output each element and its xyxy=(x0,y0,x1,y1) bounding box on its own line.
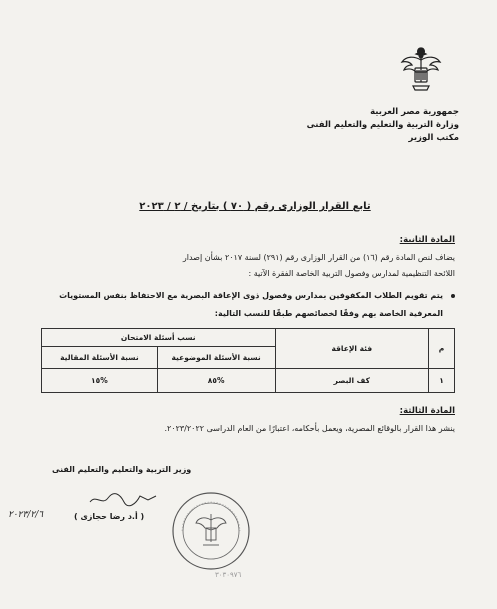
table-cell-category: كف البصر xyxy=(275,369,429,393)
header-line-ministry: وزارة التربية والتعليم والتعليم الفنى xyxy=(306,120,459,130)
signature-scribble-icon xyxy=(88,490,158,508)
decree-title: تابع القرار الوزارى رقم ( ٧٠ ) بتاريخ / ٢ / ٢٠٢٣ xyxy=(139,201,371,212)
article-2-label: المادة الثانية: xyxy=(399,235,455,245)
article-3-text: ينشر هذا القرار بالوقائع المصرية، ويعمل بأحكامه، اعتبارًا من العام الدراسى ٢٠٢٣/٢٠٢٢. xyxy=(164,424,455,433)
table-cell-num: ١ xyxy=(429,369,455,393)
table-cell-objective: %٨٥ xyxy=(157,369,275,393)
bullet-item xyxy=(59,288,455,304)
bullet-line-2: المعرفية الخاصة بهم وفقًا لخصائصهم طبقًا للنسب التالية: xyxy=(214,309,443,318)
table-header-essay: نسبة الأسئلة المقالية xyxy=(42,347,158,369)
footer-stamp-number: ٣٠٣٠٩٧٦ xyxy=(215,571,242,579)
exam-ratio-table xyxy=(41,328,455,393)
article-2-line-1: يضاف لنص المادة رقم (١٦) من القرار الوزارى رقم (٢٩١) لسنة ٢٠١٧ بشأن إصدار xyxy=(182,253,455,262)
handwritten-date: ٢٠٢٣/٢/٦ xyxy=(8,510,44,520)
ministry-seal-icon xyxy=(170,490,252,572)
bullet-line-1: يتم تقويم الطلاب المكفوفين بمدارس وفصول ذوى الإعاقة البصرية مع الاحتفاظ بنفس المستويات xyxy=(59,291,443,300)
table-cell-essay: %١٥ xyxy=(42,369,158,393)
table-row xyxy=(42,369,455,393)
header-line-office: مكتب الوزير xyxy=(408,133,459,143)
header-line-country: جمهورية مصر العربية xyxy=(370,107,459,117)
article-2-line-2: اللائحة التنظيمية لمدارس وفصول التربية الخاصة الفقرة الآتية : xyxy=(248,269,455,278)
signatory-role: وزير التربية والتعليم والتعليم الفنى xyxy=(52,465,192,474)
bullet-icon xyxy=(451,294,455,298)
table-header-num: م xyxy=(429,329,455,369)
organization-header xyxy=(259,106,459,145)
egypt-eagle-emblem-icon xyxy=(400,42,442,94)
table-header-category: فئة الإعاقة xyxy=(275,329,429,369)
handwritten-signature xyxy=(88,490,158,511)
article-3-label: المادة الثالثة: xyxy=(399,406,455,416)
table-header-group: نسب أسئلة الامتحان xyxy=(42,329,276,347)
table-header-objective: نسبة الأسئلة الموضوعية xyxy=(157,347,275,369)
signatory-name: ( أ.د رضا حجازى ) xyxy=(74,512,145,521)
